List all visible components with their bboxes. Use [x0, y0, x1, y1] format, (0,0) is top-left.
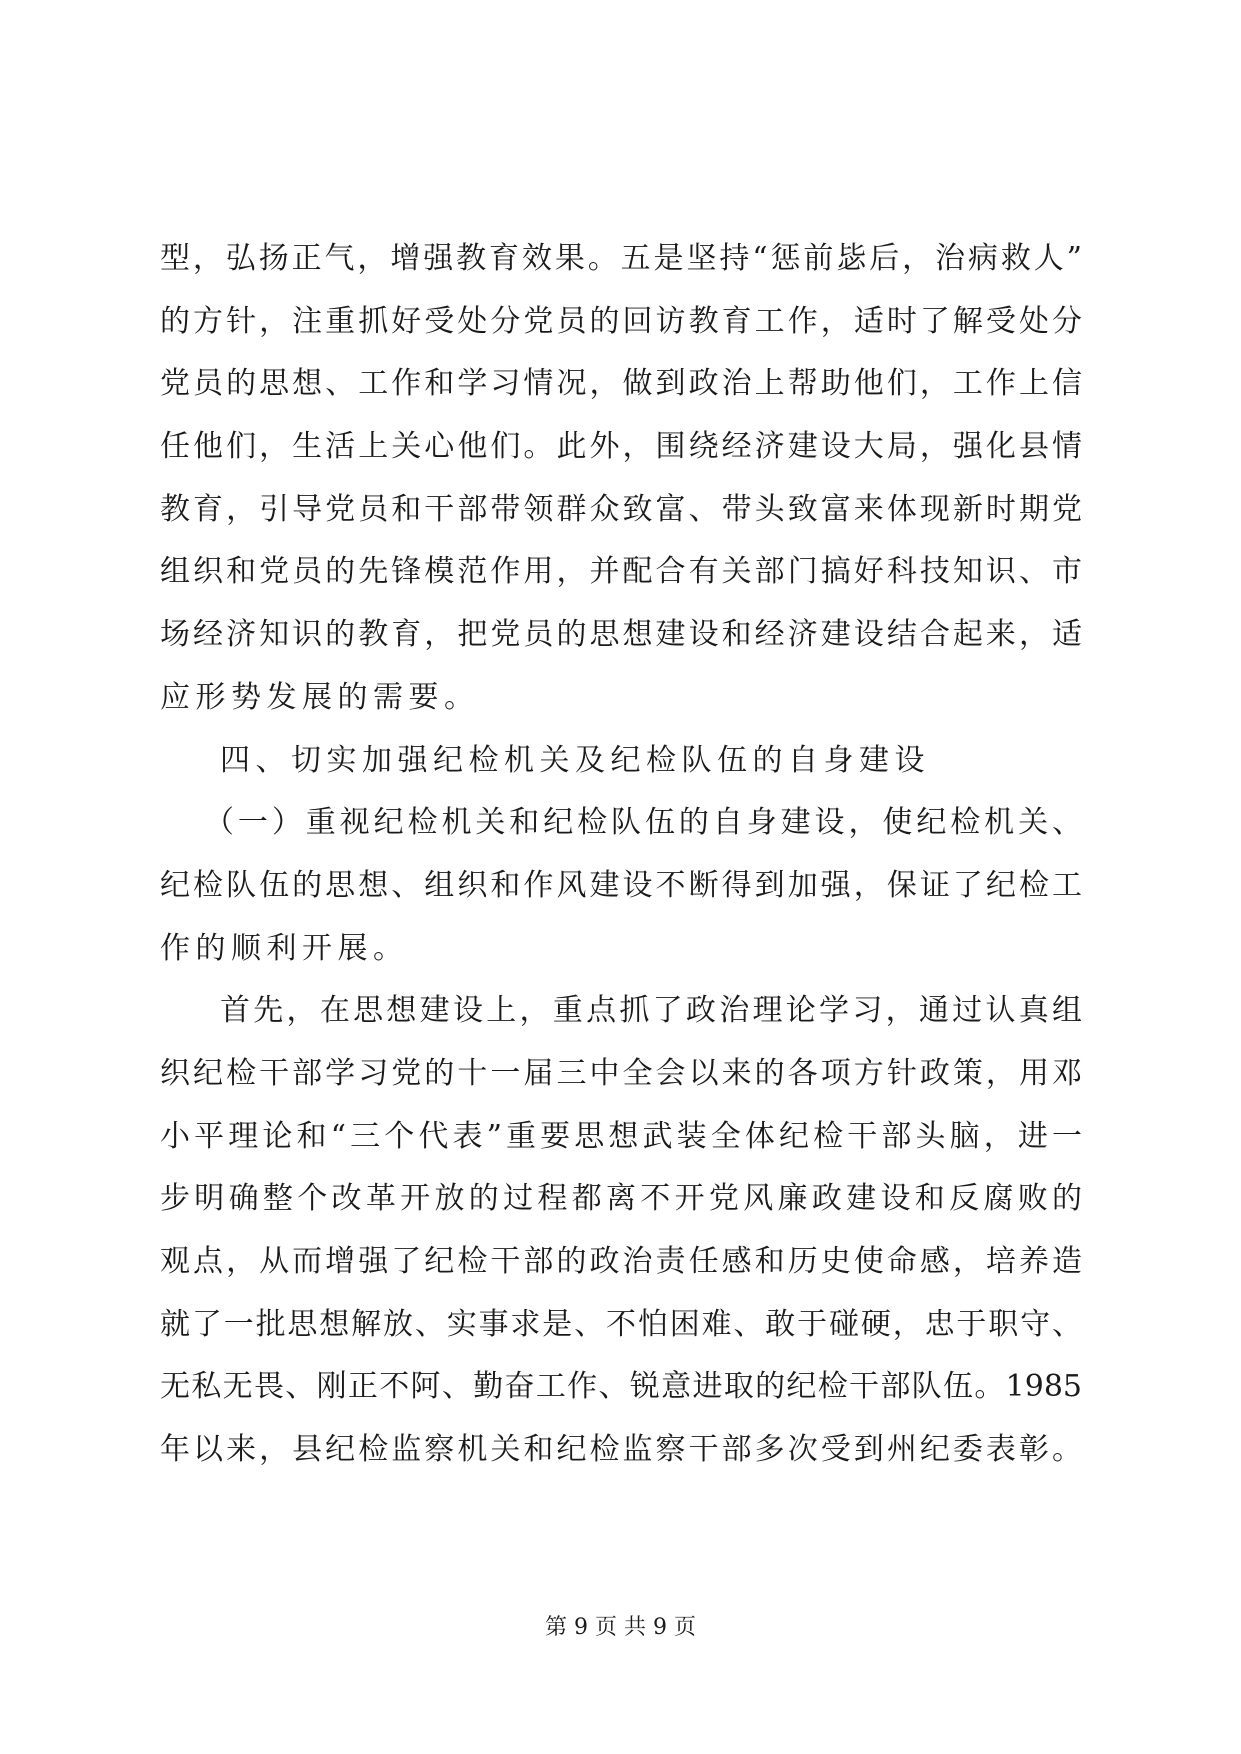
text-line: 年以来，县纪检监察机关和纪检监察干部多次受到州纪委表彰。	[160, 1432, 1082, 1468]
text-line: 观点，从而增强了纪检干部的政治责任感和历史使命感，培养造	[160, 1244, 1082, 1279]
text-line: 小平理论和“三个代表”重要思想武装全体纪检干部头脑，进一	[160, 1118, 1082, 1154]
text-line: 应形势发展的需要。	[160, 679, 480, 715]
text-line: 无私无畏、刚正不阿、勤奋工作、锐意进取的纪检干部队伍。1985	[160, 1369, 1082, 1405]
text-line: 步明确整个改革开放的过程都离不开党风廉政建设和反腐败的	[160, 1181, 1082, 1217]
text-line: 组织和党员的先锋模范作用，并配合有关部门搞好科技知识、市	[160, 554, 1082, 590]
text-line: 任他们，生活上关心他们。此外，围绕经济建设大局，强化县情	[160, 429, 1082, 465]
text-line: 作的顺利开展。	[160, 930, 409, 966]
page-number-footer: 第 9 页 共 9 页	[545, 1615, 696, 1640]
text-line: 纪检队伍的思想、组织和作风建设不断得到加强，保证了纪检工	[160, 867, 1082, 903]
text-line: 场经济知识的教育，把党员的思想建设和经济建设结合起来，适	[160, 617, 1082, 653]
text-line: 党员的思想、工作和学习情况，做到政治上帮助他们，工作上信	[160, 366, 1082, 402]
body-text	[160, 228, 1082, 1482]
text-line: 就了一批思想解放、实事求是、不怕困难、敢于碰硬，忠于职守、	[160, 1306, 1082, 1342]
text-line: 的方针，注重抓好受处分党员的回访教育工作，适时了解受处分	[160, 303, 1082, 339]
text-line: 首先，在思想建设上，重点抓了政治理论学习，通过认真组	[220, 993, 1082, 1029]
subsection-heading: （一）重视纪检机关和纪检队伍的自身建设，使纪检机关、	[204, 805, 1082, 841]
section-heading: 四、切实加强纪检机关及纪检队伍的自身建设	[220, 742, 930, 778]
text-line: 型，弘扬正气，增强教育效果。五是坚持“惩前毖后，治病救人”	[160, 241, 1082, 276]
text-line: 教育，引导党员和干部带领群众致富、带头致富来体现新时期党	[160, 491, 1082, 527]
text-line: 织纪检干部学习党的十一届三中全会以来的各项方针政策，用邓	[160, 1055, 1082, 1091]
